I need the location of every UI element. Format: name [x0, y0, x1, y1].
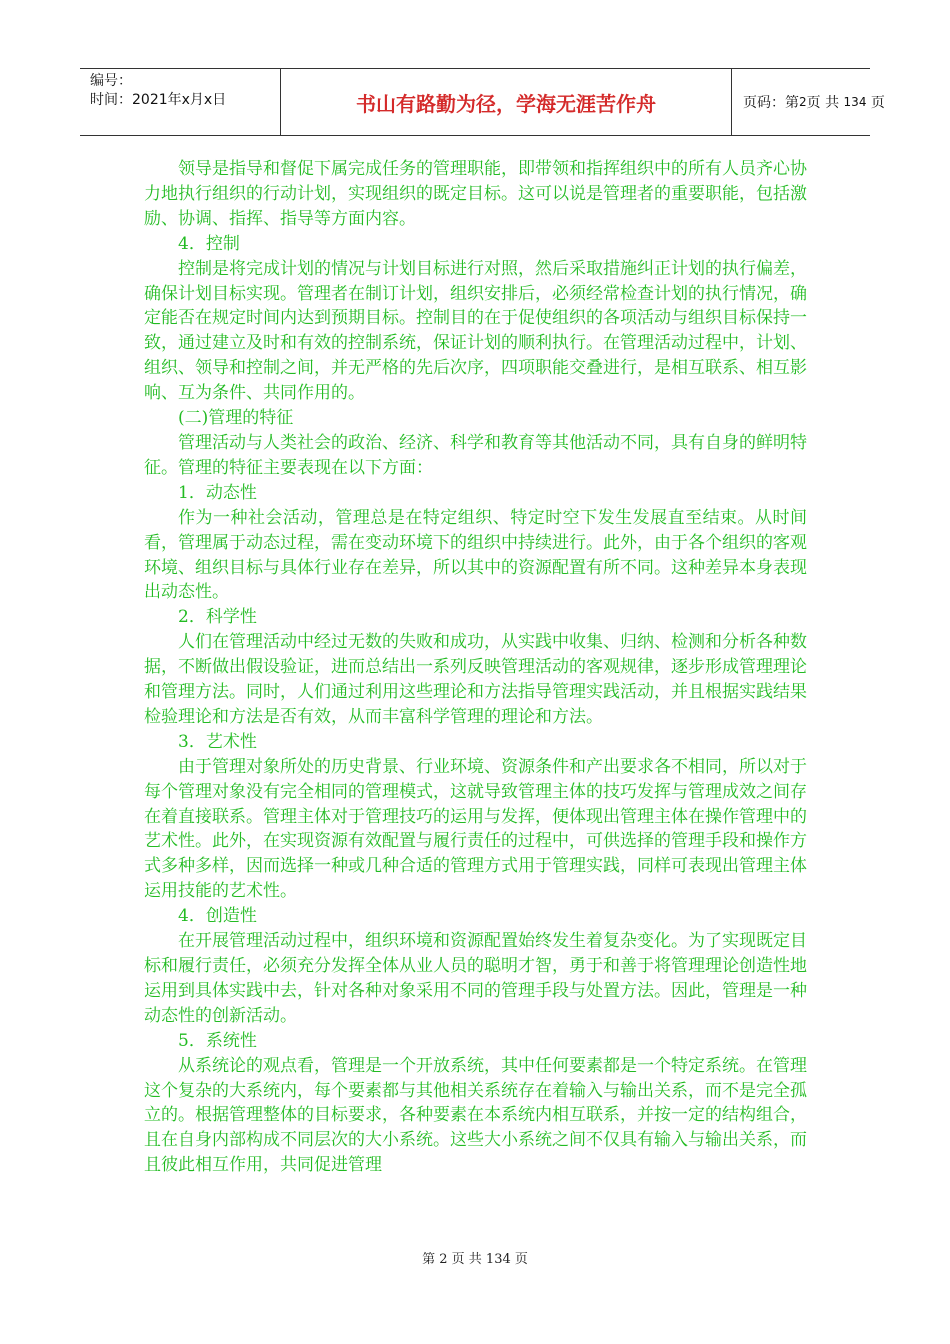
- header-page-number: [732, 69, 885, 135]
- body-paragraph: 由于管理对象所处的历史背景、行业环境、资源条件和产出要求各不相同，所以对于每个管理对象没有完全相同的管理模式，这就导致管理主体的技巧发挥与管理成效之间存在着直接联系。管理主体对于管理技巧的运用与发挥，便体现出管理主体在操作管理中的艺术性。此外，在实现资源有效配置与履行责任的过程中，可供选择的管理手段和操作方式多种多样，因而选择一种或几种合适的管理方式用于管理实践，同样可表现出管理主体运用技能的艺术性。: [144, 756, 807, 902]
- section-heading: 4．创造性: [178, 906, 257, 927]
- body-paragraph: 从系统论的观点看，管理是一个开放系统，其中任何要素都是一个特定系统。在管理这个复杂的大系统内，每个要素都与其他相关系统存在着输入与输出关系，而不是完全孤立的。根据管理整体的目标要求，各种要素在本系统内相互联系，并按一定的结构组合，且在自身内部构成不同层次的大小系统。这些大小系统之间不仅具有输入与输出关系，而且彼此相互作用，共同促进管理: [144, 1055, 807, 1176]
- section-heading: 3．艺术性: [178, 731, 257, 752]
- page-current: 2: [799, 95, 807, 109]
- page-total: 134: [843, 95, 867, 109]
- header-motto: 书山有路勤为径，学海无涯苦作舟: [281, 69, 732, 135]
- body-paragraph: 管理活动与人类社会的政治、经济、科学和教育等其他活动不同，具有自身的鲜明特征。管理的特征主要表现在以下方面：: [144, 432, 807, 478]
- body-paragraph: 领导是指导和督促下属完成任务的管理职能，即带领和指挥组织中的所有人员齐心协力地执行组织的行动计划，实现组织的既定目标。这可以说是管理者的重要职能，包括激励、协调、指挥、指导等方面内容。: [144, 159, 807, 229]
- section-heading: (二)管理的特征: [178, 408, 294, 429]
- page-footer: 第 2 页 共 134 页: [422, 1252, 528, 1267]
- header-info: [80, 69, 281, 135]
- page-header: [80, 68, 885, 136]
- section-heading: 5．系统性: [178, 1030, 257, 1051]
- page-end-label: 页: [870, 95, 885, 111]
- section-heading: 1．动态性: [178, 482, 257, 503]
- document-body: [144, 157, 807, 1178]
- page-mid-label: 页 共: [806, 95, 840, 111]
- document-number-label: 编号：: [90, 73, 132, 89]
- body-paragraph: 在开展管理活动过程中，组织环境和资源配置始终发生着复杂变化。为了实现既定目标和履行责任，必须充分发挥全体从业人员的聪明才智，勇于和善于将管理理论创造性地运用到具体实践中去，针对各种对象采用不同的管理手段与处置方法。因此，管理是一种动态性的创新活动。: [144, 931, 807, 1026]
- body-paragraph: 人们在管理活动中经过无数的失败和成功，从实践中收集、归纳、检测和分析各种数据，不断做出假设验证，进而总结出一系列反映管理活动的客观规律，逐步形成管理理论和管理方法。同时，人们通过利用这些理论和方法指导管理实践活动，并且根据实践结果检验理论和方法是否有效，从而丰富科学管理的理论和方法。: [144, 632, 807, 727]
- section-heading: 4．控制: [178, 233, 240, 254]
- document-time-label: 时间：2021年x月x日: [90, 92, 227, 108]
- body-paragraph: 控制是将完成计划的情况与计划目标进行对照，然后采取措施纠正计划的执行偏差，确保计划目标实现。管理者在制订计划，组织安排后，必须经常检查计划的执行情况，确定能否在规定时间内达到预期目标。控制目的在于促使组织的各项活动与组织目标保持一致，通过建立及时和有效的控制系统，保证计划的顺利执行。在管理活动过程中，计划、组织、领导和控制之间，并无严格的先后次序，四项职能交叠进行，是相互联系、相互影响、互为条件、共同作用的。: [144, 258, 807, 404]
- page-label: 页码：第: [743, 95, 799, 111]
- body-paragraph: 作为一种社会活动，管理总是在特定组织、特定时空下发生发展直至结束。从时间看，管理属于动态过程，需在变动环境下的组织中持续进行。此外，由于各个组织的客观环境、组织目标与具体行业存在差异，所以其中的资源配置有所不同。这种差异本身表现出动态性。: [144, 507, 807, 603]
- section-heading: 2．科学性: [178, 607, 257, 628]
